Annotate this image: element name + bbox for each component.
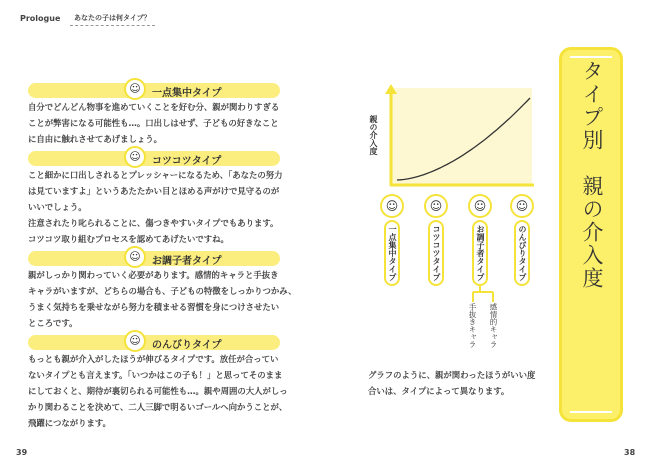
section-title: コツコツタイプ bbox=[152, 156, 222, 167]
text-line: いいでしょう。 bbox=[28, 202, 87, 212]
category-label: コツコツタイプ bbox=[428, 220, 444, 286]
text-line: 飛躍につながります。 bbox=[28, 418, 111, 428]
text-line: コツコツ取り組むプロセスを認めてあげたいですね。 bbox=[28, 234, 229, 244]
y-axis-arrow-icon bbox=[385, 84, 397, 94]
section-title: 一点集中タイプ bbox=[152, 88, 222, 99]
running-subtitle: あなたの子は何タイプ？ bbox=[70, 13, 155, 26]
child-face-icon: ☺ bbox=[124, 146, 146, 168]
text-line: に自由に触れさせてあげましょう。 bbox=[28, 134, 162, 144]
divider bbox=[570, 411, 612, 413]
text-line: 自分でどんどん物事を進めていくことを好む分、親が関わりすぎる bbox=[28, 102, 280, 112]
child-face-icon: ☺ bbox=[424, 194, 448, 218]
text-line: キャラがいますが、どちらの場合も、子どもの特徴をしっかりつかみ、 bbox=[28, 286, 297, 296]
text-line: かり関わることを決めて、二人三脚で明るいゴールへ向かうことが、 bbox=[28, 402, 288, 412]
category-label: 一点集中タイプ bbox=[384, 220, 400, 286]
chart-caption bbox=[368, 367, 548, 399]
text-line: にしておくと、期待が裏切られる可能性も…。親や周囲の大人がしっ bbox=[28, 386, 288, 396]
text-line: こと細かに口出しされるとプレッシャーになるため、「あなたの努力 bbox=[28, 170, 283, 180]
page-number-left: 39 bbox=[16, 448, 28, 457]
divider bbox=[570, 56, 612, 58]
y-axis-label: 親の介入度 bbox=[369, 115, 378, 155]
section-paragraph bbox=[28, 99, 288, 147]
text-line: うまく気持ちを乗せながら努力を積ませる習慣を身につけさせたい bbox=[28, 302, 280, 312]
category-label: のんびりタイプ bbox=[514, 220, 530, 286]
section-label: Prologue bbox=[20, 14, 61, 23]
section-heading-bar bbox=[28, 83, 280, 98]
section-heading-bar bbox=[28, 335, 280, 350]
child-face-icon: ☺ bbox=[380, 194, 404, 218]
page-number-right: 38 bbox=[624, 448, 636, 457]
child-face-icon: ☺ bbox=[124, 246, 146, 268]
text-line: 親がしっかり関わっていく必要があります。感情的キャラと手抜き bbox=[28, 270, 279, 280]
text-line: もっとも親が介入がしたほうが伸びるタイプです。放任が合ってい bbox=[28, 354, 279, 364]
text-line: 注意されたり叱られることに、傷つきやすいタイプでもあります。 bbox=[28, 218, 279, 228]
child-face-icon: ☺ bbox=[468, 194, 492, 218]
text-line: 合いは、タイプによって異なります。 bbox=[368, 386, 510, 396]
text-line: は見ていますよ」というあたたかい目とほめる声がけで見守るのが bbox=[28, 186, 280, 196]
sub-category-label: 感情的キャラ bbox=[489, 303, 498, 348]
text-line: ないタイプとも言えます。「いつかはこの子も！」と思ってそのまま bbox=[28, 370, 283, 380]
child-face-icon: ☺ bbox=[124, 330, 146, 352]
text-line: グラフのように、親が関わったほうがいい度 bbox=[368, 370, 536, 380]
text-line: ことが弊害になる可能性も…。口出しはせず、子どもの好きなこと bbox=[28, 118, 279, 128]
sub-category-label: 手抜きキャラ bbox=[468, 303, 477, 348]
section-paragraph bbox=[28, 267, 297, 331]
category-label: お調子者タイプ bbox=[472, 220, 488, 286]
section-title: のんびりタイプ bbox=[152, 340, 222, 351]
chart-svg bbox=[370, 78, 540, 193]
page-title: タイプ別 親の介入度 bbox=[580, 60, 604, 290]
text-line: ところです。 bbox=[28, 318, 78, 328]
section-paragraph bbox=[28, 167, 288, 247]
section-title: お調子者タイプ bbox=[152, 256, 222, 267]
section-heading-bar bbox=[28, 151, 280, 166]
section-heading-bar bbox=[28, 251, 280, 266]
intervention-curve bbox=[397, 98, 530, 180]
section-paragraph bbox=[28, 351, 288, 431]
child-face-icon: ☺ bbox=[124, 78, 146, 100]
child-face-icon: ☺ bbox=[510, 194, 534, 218]
branch-connector bbox=[470, 286, 500, 302]
